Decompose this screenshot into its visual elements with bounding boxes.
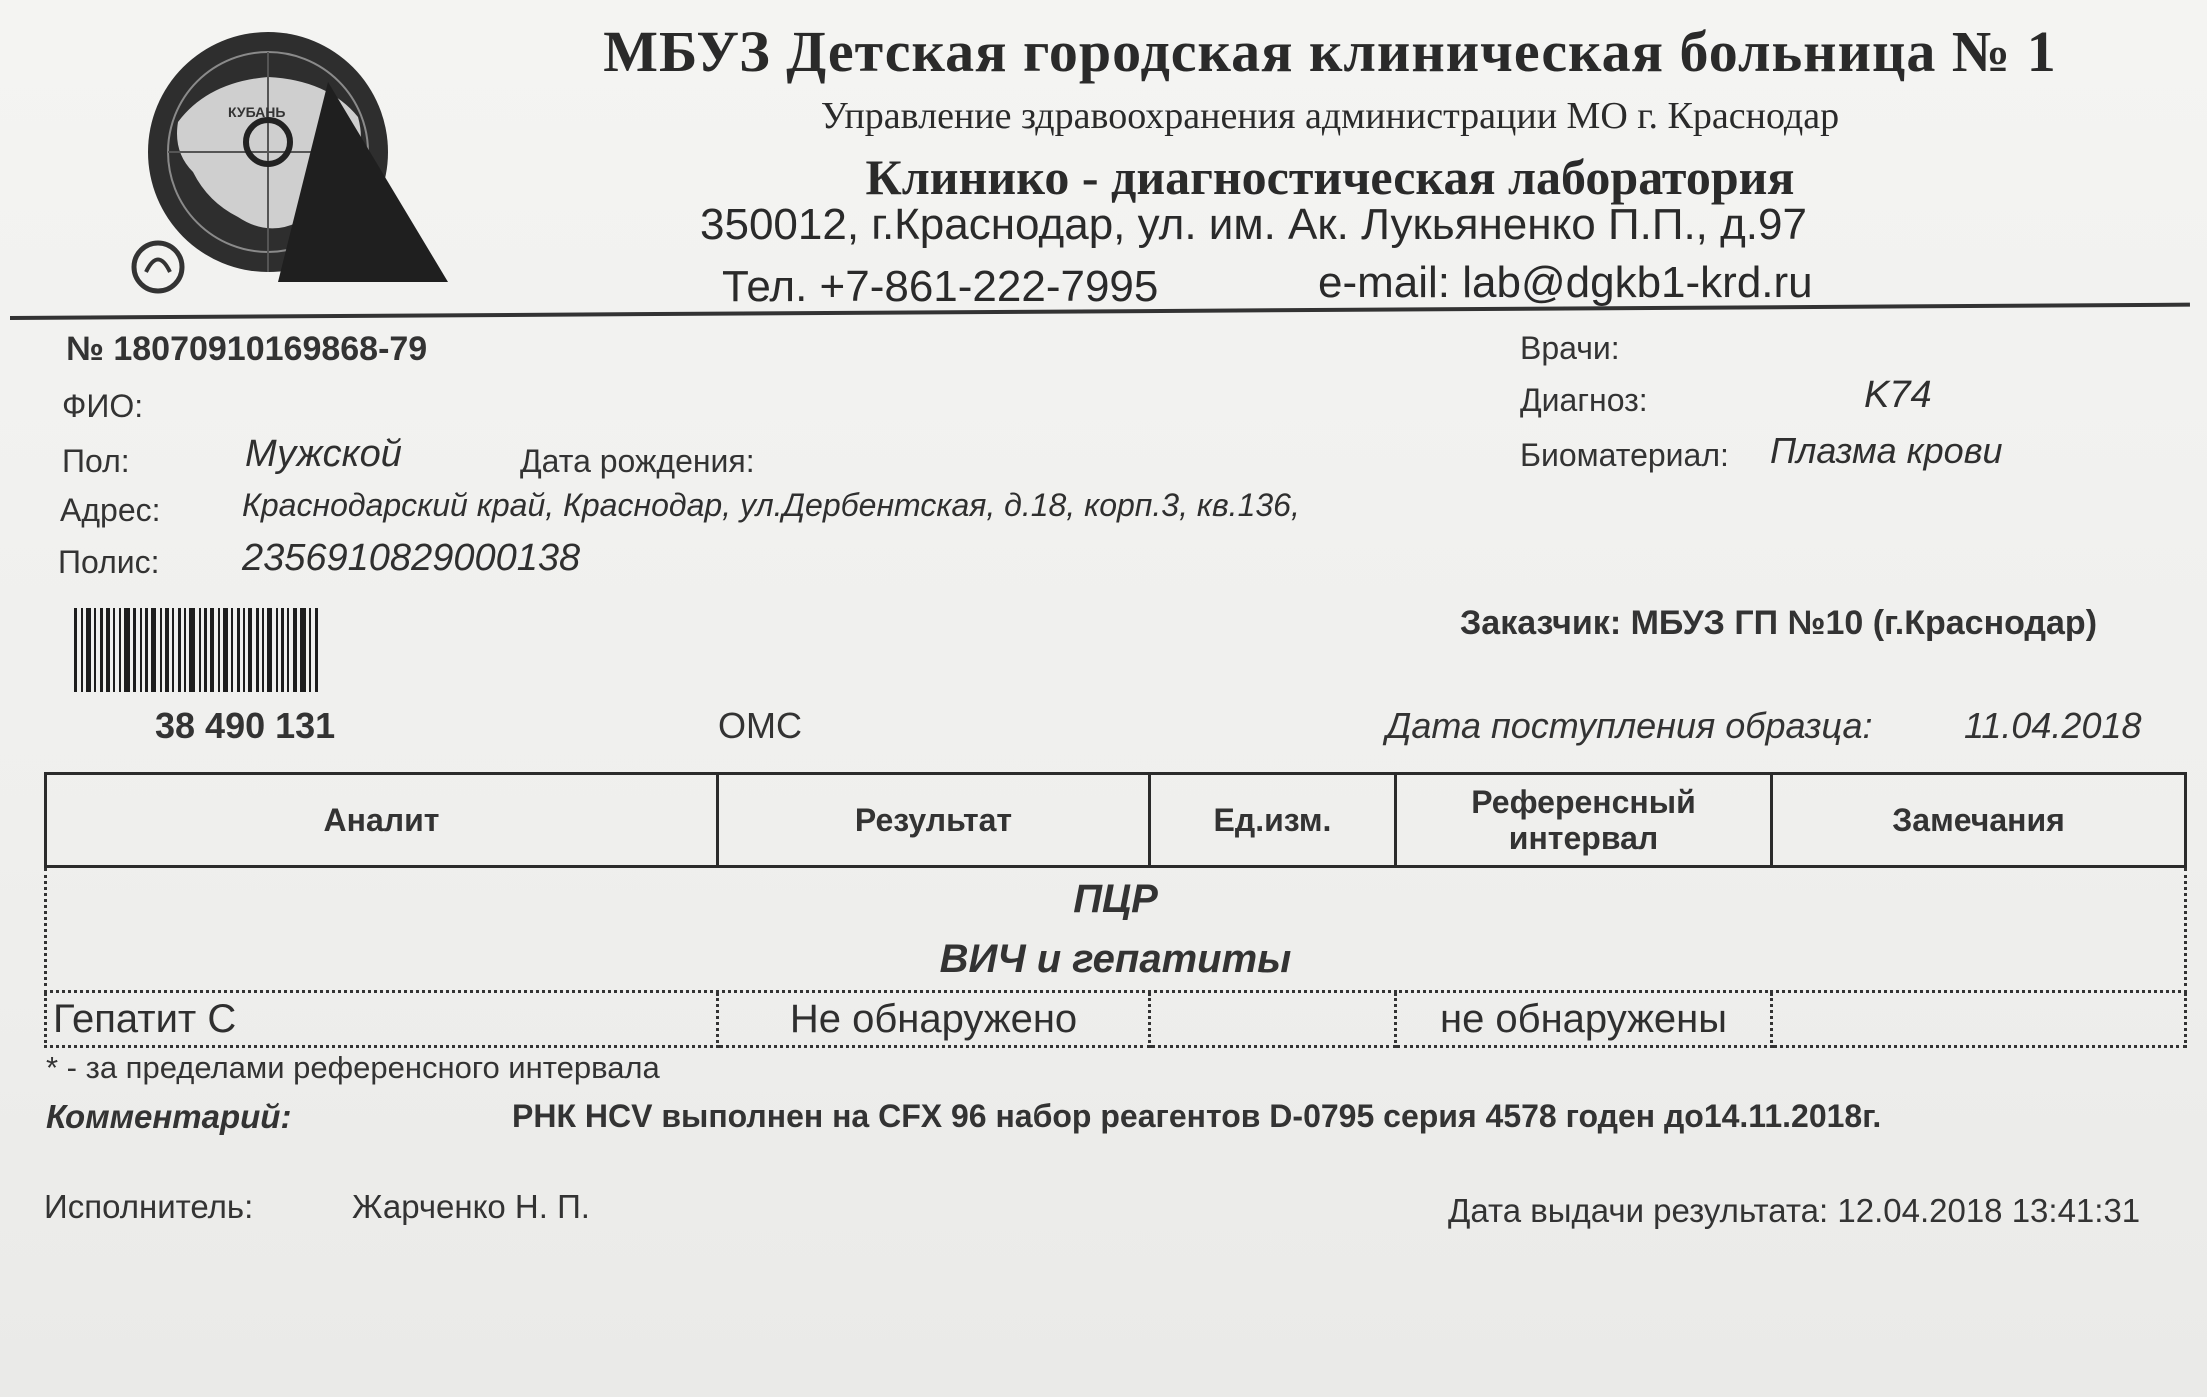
- policy-label: Полис:: [58, 544, 160, 580]
- barcode-bar: [237, 608, 240, 692]
- barcode-bar: [218, 608, 220, 692]
- barcode-bar: [74, 608, 77, 692]
- analyte-cell: Гепатит С: [46, 992, 718, 1047]
- birth-date-label: Дата рождения:: [520, 443, 755, 479]
- sex-label: Пол:: [62, 443, 130, 479]
- barcode-bar: [160, 608, 162, 692]
- reference-cell: не обнаружены: [1396, 992, 1772, 1047]
- barcode: [74, 608, 426, 692]
- table-row: [46, 992, 2186, 1047]
- diagnosis-value: K74: [1864, 374, 1932, 416]
- barcode-bar: [189, 608, 195, 692]
- sample-date-value: 11.04.2018: [1964, 705, 2142, 746]
- executor-label: Исполнитель:: [44, 1188, 254, 1225]
- barcode-bar: [293, 608, 297, 692]
- footnote: * - за пределами референсного интервала: [46, 1050, 660, 1085]
- barcode-bar: [262, 608, 264, 692]
- organization-title: МБУЗ Детская городская клиническая больница № 1: [603, 19, 2057, 84]
- barcode-bar: [106, 608, 110, 692]
- barcode-bar: [243, 608, 245, 692]
- column-header: Результат: [718, 774, 1150, 867]
- biomaterial-value: Плазма крови: [1770, 430, 2003, 471]
- barcode-bar: [256, 608, 259, 692]
- column-header: Референсный интервал: [1396, 774, 1772, 867]
- barcode-bar: [178, 608, 181, 692]
- policy-value: 2356910829000138: [242, 537, 581, 579]
- address-label: Адрес:: [60, 492, 161, 528]
- barcode-bar: [315, 608, 318, 692]
- group-cell: [46, 867, 2186, 992]
- barcode-bar: [204, 608, 207, 692]
- barcode-bar: [100, 608, 103, 692]
- lab-name: Клинико - диагностическая лаборатория: [865, 149, 1795, 205]
- barcode-bar: [124, 608, 130, 692]
- comment-text: РНК HCV выполнен на CFX 96 набор реагентов D-0795 серия 4578 годен до14.11.2018г.: [512, 1098, 1882, 1134]
- results-table: [44, 772, 2187, 1048]
- barcode-bar: [172, 608, 174, 692]
- barcode-bar: [231, 608, 233, 692]
- group-row: [46, 867, 2186, 992]
- barcode-bar: [81, 608, 83, 692]
- doctors-label: Врачи:: [1520, 330, 1620, 366]
- payment-type: ОМС: [718, 705, 802, 746]
- group-subtitle: ВИЧ и гепатиты: [939, 937, 1292, 981]
- barcode-bar: [184, 608, 186, 692]
- barcode-bar: [199, 608, 201, 692]
- address-value: Краснодарский край, Краснодар, ул.Дербентская, д.18, корп.3, кв.136,: [242, 487, 1300, 523]
- issue-date: Дата выдачи результата: 12.04.2018 13:41:31: [1448, 1192, 2141, 1229]
- lab-phone: Тел. +7-861-222-7995: [722, 262, 1159, 311]
- table-header-row: [46, 774, 2186, 867]
- barcode-bar: [113, 608, 115, 692]
- diagnosis-label: Диагноз:: [1520, 382, 1648, 418]
- column-header: Аналит: [46, 774, 718, 867]
- report-number: № 18070910169868-79: [66, 330, 428, 368]
- column-header: Ед.изм.: [1150, 774, 1396, 867]
- unit-cell: [1150, 992, 1396, 1047]
- barcode-bar: [300, 608, 306, 692]
- barcode-number: 38 490 131: [155, 705, 336, 746]
- department-name: Управление здравоохранения администрации МО г. Краснодар: [820, 95, 1840, 137]
- result-cell: Не обнаружено: [718, 992, 1150, 1047]
- barcode-bar: [119, 608, 121, 692]
- executor-name: Жарченко Н. П.: [352, 1188, 590, 1225]
- barcode-bar: [267, 608, 272, 692]
- barcode-bar: [86, 608, 91, 692]
- barcode-bar: [248, 608, 252, 692]
- barcode-bar: [133, 608, 136, 692]
- barcode-bar: [94, 608, 96, 692]
- sex-value: Мужской: [245, 433, 402, 475]
- biomaterial-label: Биоматериал:: [1520, 437, 1729, 473]
- logo-text: КУБАНЬ: [228, 104, 286, 120]
- group-title: ПЦР: [1073, 877, 1158, 921]
- lab-address: 350012, г.Краснодар, ул. им. Ак. Лукьяненко П.П., д.97: [700, 200, 1807, 249]
- barcode-bar: [140, 608, 142, 692]
- barcode-bar: [276, 608, 278, 692]
- barcode-bar: [223, 608, 228, 692]
- fio-label: ФИО:: [62, 388, 144, 424]
- barcode-bar: [281, 608, 284, 692]
- sample-date-label: Дата поступления образца:: [1386, 705, 1873, 746]
- barcode-bar: [309, 608, 311, 692]
- barcode-bar: [287, 608, 289, 692]
- barcode-bar: [210, 608, 214, 692]
- remarks-cell: [1772, 992, 2186, 1047]
- comment-label: Комментарий:: [46, 1098, 292, 1135]
- column-header: Замечания: [1772, 774, 2186, 867]
- barcode-bar: [151, 608, 156, 692]
- barcode-bar: [165, 608, 169, 692]
- customer: Заказчик: МБУЗ ГП №10 (г.Краснодар): [1460, 604, 2098, 642]
- barcode-bar: [145, 608, 148, 692]
- hospital-logo: [118, 22, 458, 312]
- lab-email: e-mail: lab@dgkb1-krd.ru: [1318, 258, 1813, 307]
